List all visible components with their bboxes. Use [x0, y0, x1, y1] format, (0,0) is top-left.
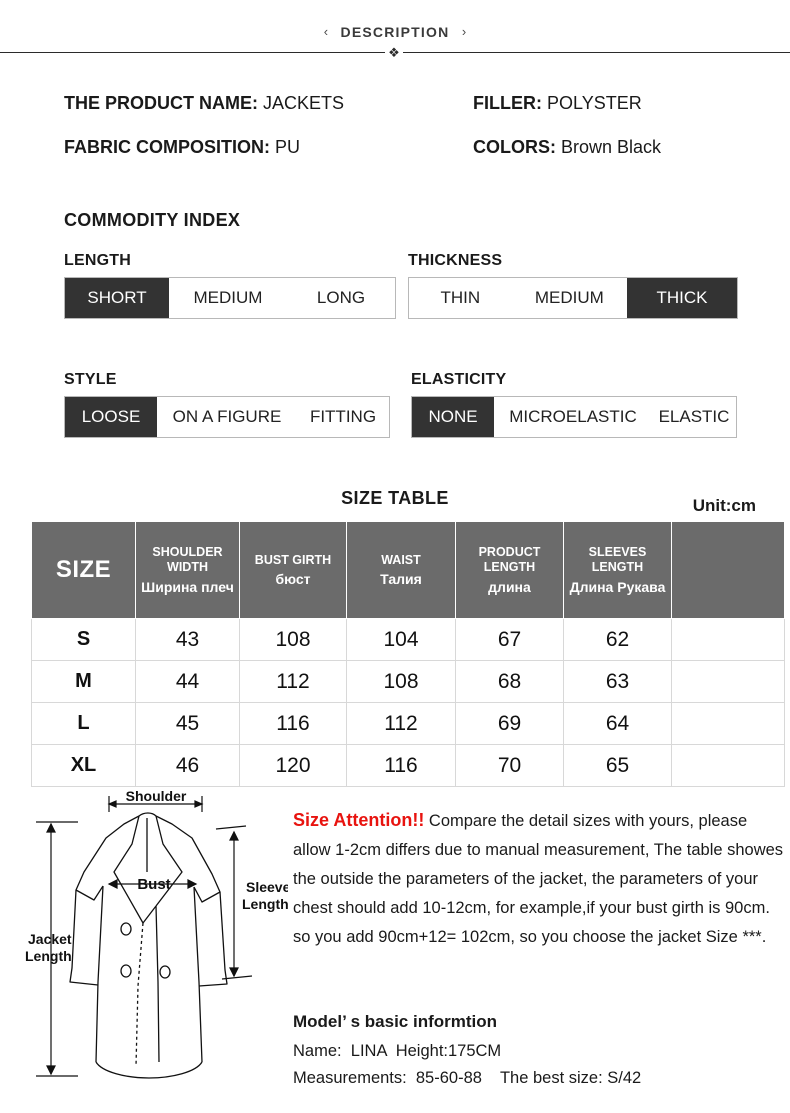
header-waist: [347, 522, 456, 619]
index-label-length: LENGTH: [64, 252, 131, 269]
cell-size: S: [32, 619, 136, 661]
diamond-ornament-icon: ❖: [385, 44, 403, 62]
cell-length: 67: [456, 619, 564, 661]
index-group-elasticity: [411, 371, 737, 438]
colors-value: Brown Black: [561, 137, 662, 157]
header-sleeves-length-ru: Длина Рукава: [569, 578, 666, 595]
cell-waist: 108: [347, 661, 456, 703]
header-sleeves-length: [564, 522, 672, 619]
model-information-block: [293, 1008, 785, 1092]
header-shoulder-width: [136, 522, 240, 619]
jacket-measurement-diagram: [6, 786, 288, 1108]
cell-sleeve: 65: [564, 745, 672, 787]
index-option-short[interactable]: SHORT: [65, 278, 169, 318]
index-label-elasticity: ELASTICITY: [411, 371, 507, 388]
header-waist-en: WAIST: [381, 552, 421, 567]
size-attention-heading: Size Attention!!: [293, 810, 425, 830]
diagram-sleeve-label-line2: Length: [242, 896, 288, 912]
product-name-value: JACKETS: [263, 93, 345, 113]
index-group-style: [64, 371, 390, 438]
jacket-diagram-svg: [6, 786, 288, 1108]
colors-label: COLORS:: [473, 137, 556, 157]
table-row: [32, 745, 785, 787]
product-name-label: THE PRODUCT NAME:: [64, 93, 258, 113]
cell-waist: 116: [347, 745, 456, 787]
index-bar-length: [64, 277, 396, 319]
cell-bust: 108: [240, 619, 347, 661]
index-option-microelastic[interactable]: MICROELASTIC: [509, 407, 637, 426]
cell-bust: 116: [240, 703, 347, 745]
cell-extra: [672, 619, 785, 661]
cell-extra: [672, 661, 785, 703]
index-option-elastic[interactable]: ELASTIC: [658, 407, 730, 426]
table-row: [32, 661, 785, 703]
diagram-bust-label: Bust: [137, 876, 171, 893]
header-empty: [672, 522, 785, 619]
size-attention-body: Compare the detail sizes with yours, please allow 1-2cm differs due to manual measurement, The table showes the outside the parameters of the jacket, the parameters of your chest should add 10-12cm, for example,if your bust girth is 90cm. so you add 90cm+12= 102cm, so you choose the jacket Size ***.: [293, 812, 784, 946]
header-bust-girth-en: BUST GIRTH: [254, 552, 332, 567]
index-option-on-a-figure[interactable]: ON A FIGURE: [172, 407, 282, 426]
colors-row: [473, 137, 661, 158]
cell-extra: [672, 703, 785, 745]
header-sleeves-length-en: SLEEVES LENGTH: [588, 545, 647, 575]
page-title: DESCRIPTION: [340, 23, 450, 40]
index-bar-thickness: [408, 277, 738, 319]
size-table-header-row: [32, 522, 785, 619]
index-group-length: [64, 252, 396, 319]
left-bracket-icon: ‹: [323, 24, 329, 40]
cell-size: M: [32, 661, 136, 703]
table-row: [32, 703, 785, 745]
description-title-wrap: [0, 24, 790, 40]
model-info-line-2: Measurements: 85-60-88 The best size: S/42: [293, 1069, 642, 1087]
model-info-title: Model’ s basic informtion: [293, 1012, 498, 1031]
cell-bust: 120: [240, 745, 347, 787]
cell-sleeve: 64: [564, 703, 672, 745]
cell-sleeve: 63: [564, 661, 672, 703]
cell-size: L: [32, 703, 136, 745]
index-option-medium-thick[interactable]: MEDIUM: [534, 288, 604, 307]
cell-waist: 104: [347, 619, 456, 661]
index-option-loose[interactable]: LOOSE: [65, 397, 157, 437]
cell-length: 70: [456, 745, 564, 787]
cell-sleeve: 62: [564, 619, 672, 661]
fabric-composition-row: [64, 137, 300, 158]
table-row: [32, 619, 785, 661]
header-waist-ru: Талия: [380, 571, 422, 588]
product-name-row: [64, 93, 344, 114]
size-table-title: SIZE TABLE: [341, 488, 449, 508]
header-bust-girth-ru: бюст: [275, 571, 311, 588]
filler-value: POLYSTER: [547, 93, 642, 113]
cell-shoulder: 46: [136, 745, 240, 787]
cell-size: XL: [32, 745, 136, 787]
diagram-shoulder-label: Shoulder: [125, 788, 187, 804]
model-info-line-1: Name: LINA Height:175CM: [293, 1042, 502, 1060]
index-option-medium[interactable]: MEDIUM: [193, 288, 263, 307]
header-product-length: [456, 522, 564, 619]
header-product-length-ru: длина: [488, 578, 531, 595]
index-label-style: STYLE: [64, 371, 117, 388]
cell-length: 68: [456, 661, 564, 703]
index-option-thin[interactable]: THIN: [440, 288, 481, 307]
fabric-composition-label: FABRIC COMPOSITION:: [64, 137, 270, 157]
index-label-thickness: THICKNESS: [408, 252, 503, 269]
cell-shoulder: 44: [136, 661, 240, 703]
diagram-sleeve-label-line1: Sleeve: [246, 879, 288, 895]
cell-shoulder: 43: [136, 619, 240, 661]
header-bust-girth: [240, 522, 347, 619]
header-shoulder-width-en: SHOULDER WIDTH: [152, 545, 223, 575]
header-size: SIZE: [32, 522, 136, 619]
cell-shoulder: 45: [136, 703, 240, 745]
index-bar-style: [64, 396, 390, 438]
cell-extra: [672, 745, 785, 787]
size-table: [31, 521, 785, 787]
description-header: [0, 0, 790, 60]
diagram-jacket-label-line2: Length: [25, 948, 72, 964]
header-shoulder-width-ru: Ширина плеч: [141, 578, 234, 595]
unit-label: Unit:cm: [692, 496, 756, 515]
diagram-jacket-label-line1: Jacket: [28, 931, 72, 947]
right-bracket-icon: ›: [461, 24, 467, 40]
index-bar-elasticity: [411, 396, 737, 438]
index-group-thickness: [408, 252, 738, 319]
fabric-composition-value: PU: [275, 137, 301, 157]
index-option-fitting[interactable]: FITTING: [309, 407, 377, 426]
header-product-length-en: PRODUCT LENGTH: [478, 545, 541, 575]
cell-length: 69: [456, 703, 564, 745]
filler-row: [473, 93, 642, 114]
index-option-thick[interactable]: THICK: [627, 278, 737, 318]
commodity-index-title: COMMODITY INDEX: [64, 210, 241, 230]
cell-bust: 112: [240, 661, 347, 703]
index-option-long[interactable]: LONG: [316, 288, 366, 307]
index-option-none[interactable]: NONE: [412, 397, 494, 437]
filler-label: FILLER:: [473, 93, 542, 113]
cell-waist: 112: [347, 703, 456, 745]
size-attention-block: [293, 806, 785, 952]
